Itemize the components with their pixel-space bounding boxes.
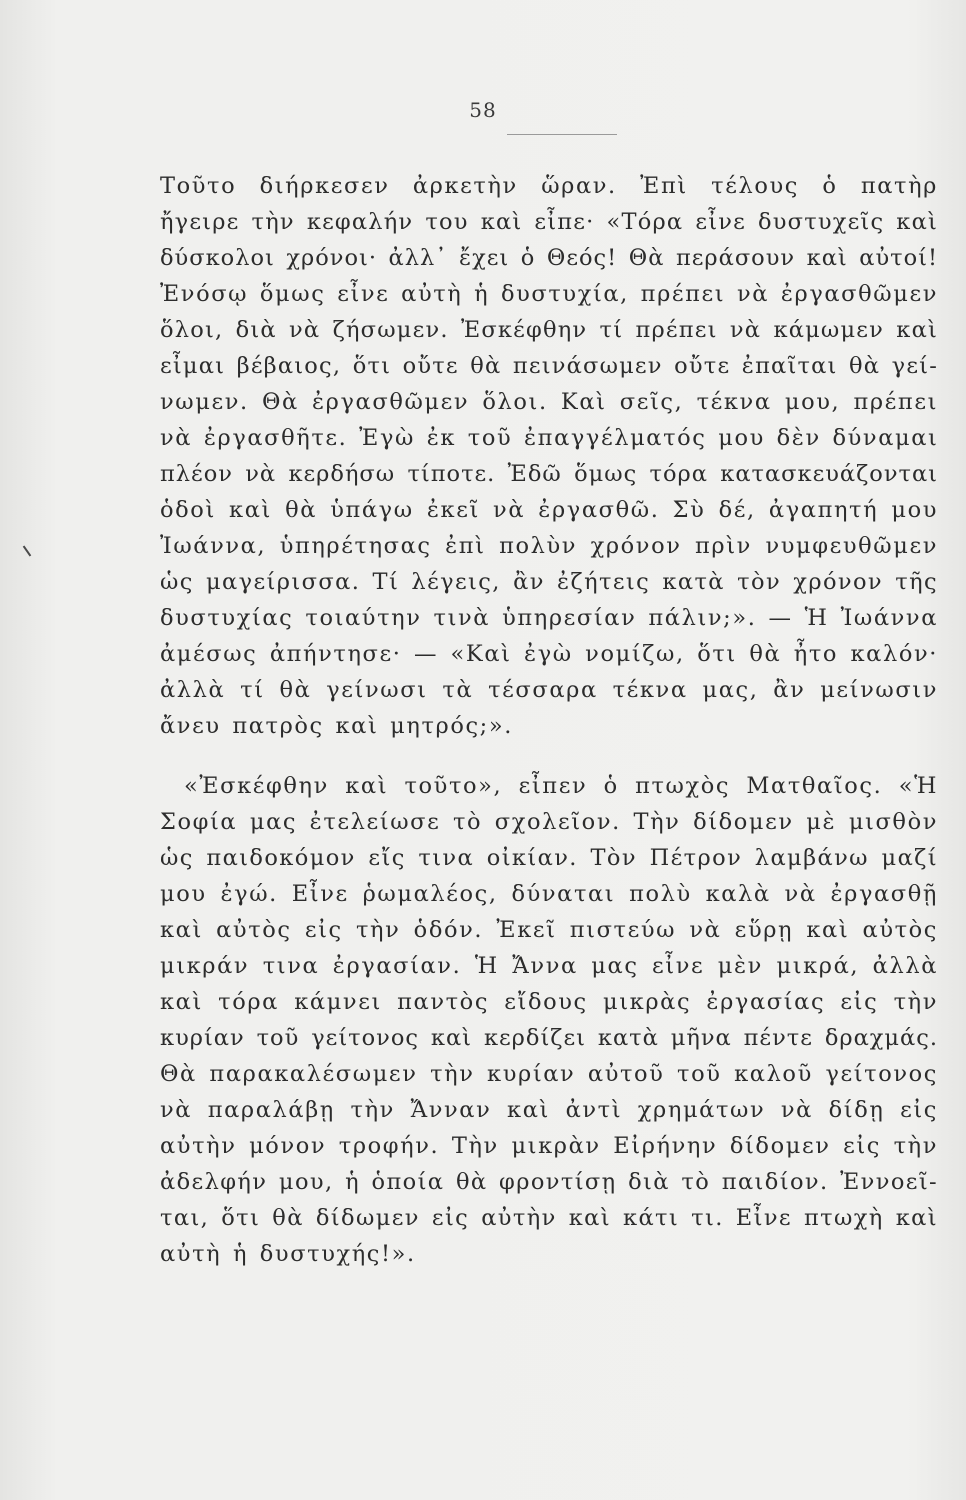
- page-number: 58: [469, 98, 497, 122]
- text-line: ὡς παιδοκόμον εἴς τινα οἰκίαν. Τὸν Πέτρον λαμβάνω μαζί: [160, 845, 938, 871]
- page-number-rule: [507, 134, 617, 135]
- text-line: ὁδοὶ καὶ θὰ ὑπάγω ἐκεῖ νὰ ἐργασθῶ. Σὺ δέ, ἀγαπητή μου: [160, 497, 938, 523]
- text-line: ἄνευ πατρὸς καὶ μητρός;».: [160, 713, 513, 739]
- text-line: αὐτὴ ἡ δυστυχής!».: [160, 1241, 416, 1267]
- text-line: νὰ ἐργασθῆτε. Ἐγὼ ἐκ τοῦ ἐπαγγέλματός μου δὲν δύναμαι: [160, 425, 939, 451]
- text-line: εἶμαι βέβαιος, ὅτι οὔτε θὰ πεινάσωμεν οὔτε ἐπαῖται θὰ γεί-: [160, 353, 938, 379]
- text-line: ὅλοι, διὰ νὰ ζήσωμεν. Ἐσκέφθην τί πρέπει νὰ κάμωμεν καὶ: [160, 317, 938, 343]
- text-line: νωμεν. Θὰ ἐργασθῶμεν ὅλοι. Καὶ σεῖς, τέκνα μου, πρέπει: [160, 389, 938, 415]
- text-line: δύσκολοι χρόνοι· ἀλλ᾽ ἔχει ὁ Θεός! Θὰ περάσουν καὶ αὐτοί!: [160, 245, 938, 271]
- text-line: ἀδελφήν μου, ἡ ὁποία θὰ φροντίσῃ διὰ τὸ παιδίον. Ἐννοεῖ-: [160, 1169, 939, 1195]
- text-line: μικράν τινα ἐργασίαν. Ἡ Ἄννα μας εἶνε μὲν μικρά, ἀλλὰ: [160, 953, 938, 979]
- text-line: «Ἐσκέφθην καὶ τοῦτο», εἶπεν ὁ πτωχὸς Ματθαῖος. «Ἡ: [184, 773, 938, 799]
- margin-mark: [23, 546, 32, 557]
- text-line: Τοῦτο διήρκεσεν ἀρκετὴν ὥραν. Ἐπὶ τέλους ὁ πατὴρ: [160, 173, 938, 199]
- text-line: καὶ τόρα κάμνει παντὸς εἴδους μικρὰς ἐργασίας εἰς τὴν: [160, 989, 938, 1015]
- text-line: Σοφία μας ἐτελείωσε τὸ σχολεῖον. Τὴν δίδομεν μὲ μισθὸν: [160, 809, 938, 835]
- text-line: καὶ αὐτὸς εἰς τὴν ὁδόν. Ἐκεῖ πιστεύω νὰ εὕρῃ καὶ αὐτὸς: [160, 917, 938, 943]
- text-line: ἤγειρε τὴν κεφαλήν του καὶ εἶπε· «Τόρα εἶνε δυστυχεῖς καὶ: [160, 209, 938, 235]
- text-line: ται, ὅτι θὰ δίδωμεν εἰς αὐτὴν καὶ κάτι τι. Εἶνε πτωχὴ καὶ: [160, 1205, 938, 1231]
- text-line: μου ἐγώ. Εἶνε ῥωμαλέος, δύναται πολὺ καλὰ νὰ ἐργασθῇ: [160, 881, 938, 907]
- text-line: δυστυχίας τοιαύτην τινὰ ὑπηρεσίαν πάλιν;». — Ἡ Ἰωάννα: [160, 605, 938, 631]
- text-line: ἀμέσως ἀπήντησε· — «Καὶ ἐγὼ νομίζω, ὅτι θὰ ἦτο καλόν·: [160, 641, 938, 667]
- text-line: Θὰ παρακαλέσωμεν τὴν κυρίαν αὐτοῦ τοῦ καλοῦ γείτονος: [160, 1061, 938, 1087]
- text-line: Ἐνόσῳ ὅμως εἶνε αὐτὴ ἡ δυστυχία, πρέπει νὰ ἐργασθῶμεν: [160, 281, 938, 307]
- text-line: Ἰωάννα, ὑπηρέτησας ἐπὶ πολὺν χρόνον πρὶν νυμφευθῶμεν: [160, 533, 938, 559]
- text-line: ὡς μαγείρισσα. Τί λέγεις, ἂν ἐζήτεις κατὰ τὸν χρόνον τῆς: [160, 569, 938, 595]
- text-line: αὐτὴν μόνον τροφήν. Τὴν μικρὰν Εἰρήνην δίδομεν εἰς τὴν: [160, 1133, 938, 1159]
- text-line: νὰ παραλάβῃ τὴν Ἄνναν καὶ ἀντὶ χρημάτων νὰ δίδῃ εἰς: [160, 1097, 938, 1123]
- text-line: ἀλλὰ τί θὰ γείνωσι τὰ τέσσαρα τέκνα μας, ἂν μείνωσιν: [160, 677, 938, 703]
- text-line: κυρίαν τοῦ γείτονος καὶ κερδίζει κατὰ μῆνα πέντε δραχμάς.: [160, 1025, 938, 1051]
- text-line: πλέον νὰ κερδήσω τίποτε. Ἐδῶ ὅμως τόρα κατασκευάζονται: [160, 461, 938, 487]
